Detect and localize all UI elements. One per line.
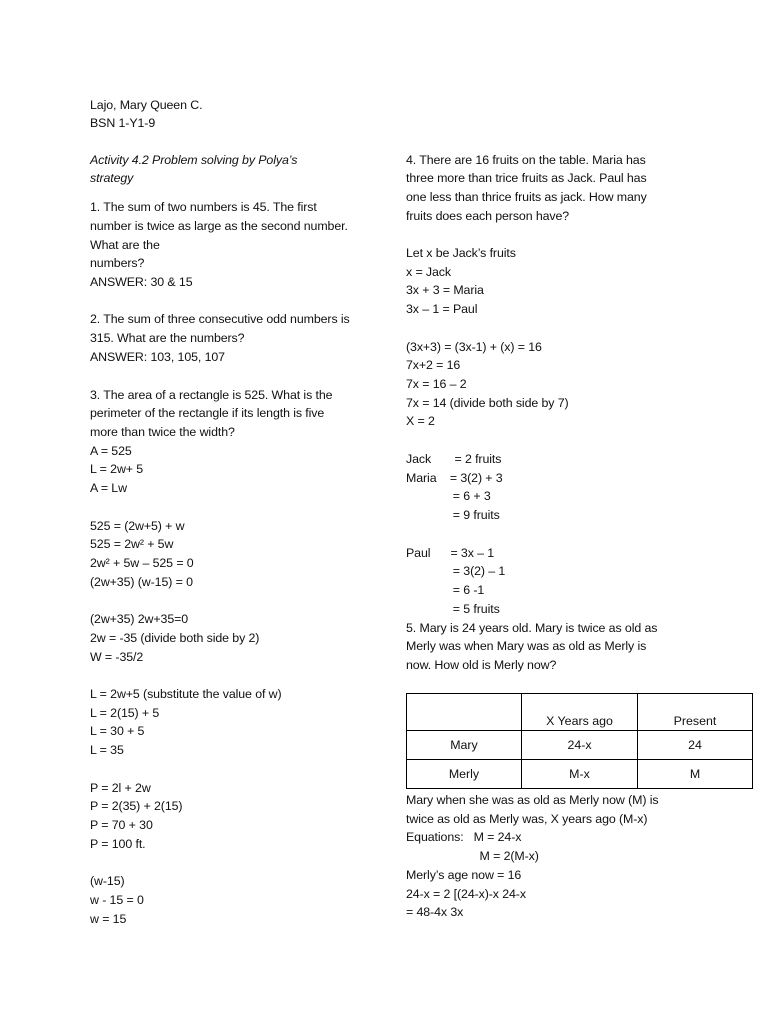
table-header-cell: X Years ago xyxy=(522,694,638,731)
text-line: 5. Mary is 24 years old. Mary is twice as old as xyxy=(406,621,658,635)
text-line: fruits does each person have? xyxy=(406,209,570,223)
text-line: 525 = (2w+5) + w xyxy=(90,519,185,533)
text-line: = 3(2) – 1 xyxy=(406,564,506,578)
table-header-cell xyxy=(407,694,522,731)
text-line: P = 2l + 2w xyxy=(90,781,151,795)
text-line: 2. The sum of three consecutive odd numbers is xyxy=(90,312,350,326)
text-line: L = 2w+5 (substitute the value of w) xyxy=(90,687,282,701)
text-line: A = Lw xyxy=(90,481,127,495)
text-line: twice as old as Merly was, X years ago (M-x) xyxy=(406,812,648,826)
text-line: What are the xyxy=(90,238,160,252)
text-line: 7x = 16 – 2 xyxy=(406,377,467,391)
text-line: w = 15 xyxy=(90,912,127,926)
text-line: 315. What are the numbers? xyxy=(90,331,245,345)
text-line: 2w = -35 (divide both side by 2) xyxy=(90,631,260,645)
text-line: = 9 fruits xyxy=(406,508,500,522)
text-line: x = Jack xyxy=(406,265,451,279)
text-line: 4. There are 16 fruits on the table. Maria has xyxy=(406,153,646,167)
text-line: L = 30 + 5 xyxy=(90,724,145,738)
text-line: L = 2w+ 5 xyxy=(90,462,144,476)
text-line: L = 2(15) + 5 xyxy=(90,706,160,720)
text-line: P = 100 ft. xyxy=(90,837,146,851)
text-line: = 48-4x 3x xyxy=(406,905,464,919)
text-line: = 6 -1 xyxy=(406,583,485,597)
text-line: = 5 fruits xyxy=(406,602,500,616)
text-line: Mary when she was as old as Merly now (M) is xyxy=(406,793,659,807)
table-header-cell: Present xyxy=(638,694,753,731)
table-row xyxy=(407,731,753,760)
text-line: X = 2 xyxy=(406,414,435,428)
text-line: perimeter of the rectangle if its length is five xyxy=(90,406,325,420)
text-line: 525 = 2w² + 5w xyxy=(90,537,174,551)
text-line: W = -35/2 xyxy=(90,650,144,664)
text-line: Activity 4.2 Problem solving by Polya’s xyxy=(90,153,298,167)
text-line: Jack = 2 fruits xyxy=(406,452,502,466)
text-line: Maria = 3(2) + 3 xyxy=(406,471,503,485)
text-line: numbers? xyxy=(90,256,145,270)
text-line: number is twice as large as the second number. xyxy=(90,219,348,233)
table-cell: 24-x xyxy=(522,731,638,760)
text-line: Equations: M = 24-x xyxy=(406,830,522,844)
text-line: A = 525 xyxy=(90,444,132,458)
text-line: ANSWER: 103, 105, 107 xyxy=(90,350,225,364)
student-section: BSN 1-Y1-9 xyxy=(90,116,156,130)
text-line: Merly’s age now = 16 xyxy=(406,868,522,882)
text-line: M = 2(M-x) xyxy=(406,849,539,863)
text-line: now. How old is Merly now? xyxy=(406,658,557,672)
table-cell: 24 xyxy=(638,731,753,760)
text-line: P = 70 + 30 xyxy=(90,818,153,832)
text-line: P = 2(35) + 2(15) xyxy=(90,799,183,813)
table-cell: Mary xyxy=(407,731,522,760)
text-line: = 6 + 3 xyxy=(406,489,491,503)
text-line: 2w² + 5w – 525 = 0 xyxy=(90,556,194,570)
text-line: 7x = 14 (divide both side by 7) xyxy=(406,396,569,410)
text-line: Paul = 3x – 1 xyxy=(406,546,495,560)
text-line: (w-15) xyxy=(90,874,125,888)
table-cell: Merly xyxy=(407,760,522,789)
text-line: 24-x = 2 [(24-x)-x 24-x xyxy=(406,887,526,901)
text-line: strategy xyxy=(90,171,134,185)
student-name: Lajo, Mary Queen C. xyxy=(90,98,203,112)
text-line: (2w+35) (w-15) = 0 xyxy=(90,575,193,589)
text-line: (2w+35) 2w+35=0 xyxy=(90,612,189,626)
text-line: 7x+2 = 16 xyxy=(406,358,461,372)
ages-table xyxy=(406,693,753,789)
text-line: ANSWER: 30 & 15 xyxy=(90,275,193,289)
text-line: L = 35 xyxy=(90,743,124,757)
text-line: Merly was when Mary was as old as Merly is xyxy=(406,639,647,653)
table-cell: M-x xyxy=(522,760,638,789)
text-line: three more than trice fruits as Jack. Paul has xyxy=(406,171,647,185)
text-line: more than twice the width? xyxy=(90,425,235,439)
table-row xyxy=(407,760,753,789)
text-line: 1. The sum of two numbers is 45. The first xyxy=(90,200,317,214)
table-header-row xyxy=(407,694,753,731)
text-line: one less than thrice fruits as jack. How many xyxy=(406,190,647,204)
table-cell: M xyxy=(638,760,753,789)
text-line: Let x be Jack’s fruits xyxy=(406,246,516,260)
text-line: 3x – 1 = Paul xyxy=(406,302,478,316)
text-line: (3x+3) = (3x-1) + (x) = 16 xyxy=(406,340,542,354)
text-line: w - 15 = 0 xyxy=(90,893,144,907)
text-line: 3. The area of a rectangle is 525. What is the xyxy=(90,388,333,402)
text-line: 3x + 3 = Maria xyxy=(406,283,484,297)
